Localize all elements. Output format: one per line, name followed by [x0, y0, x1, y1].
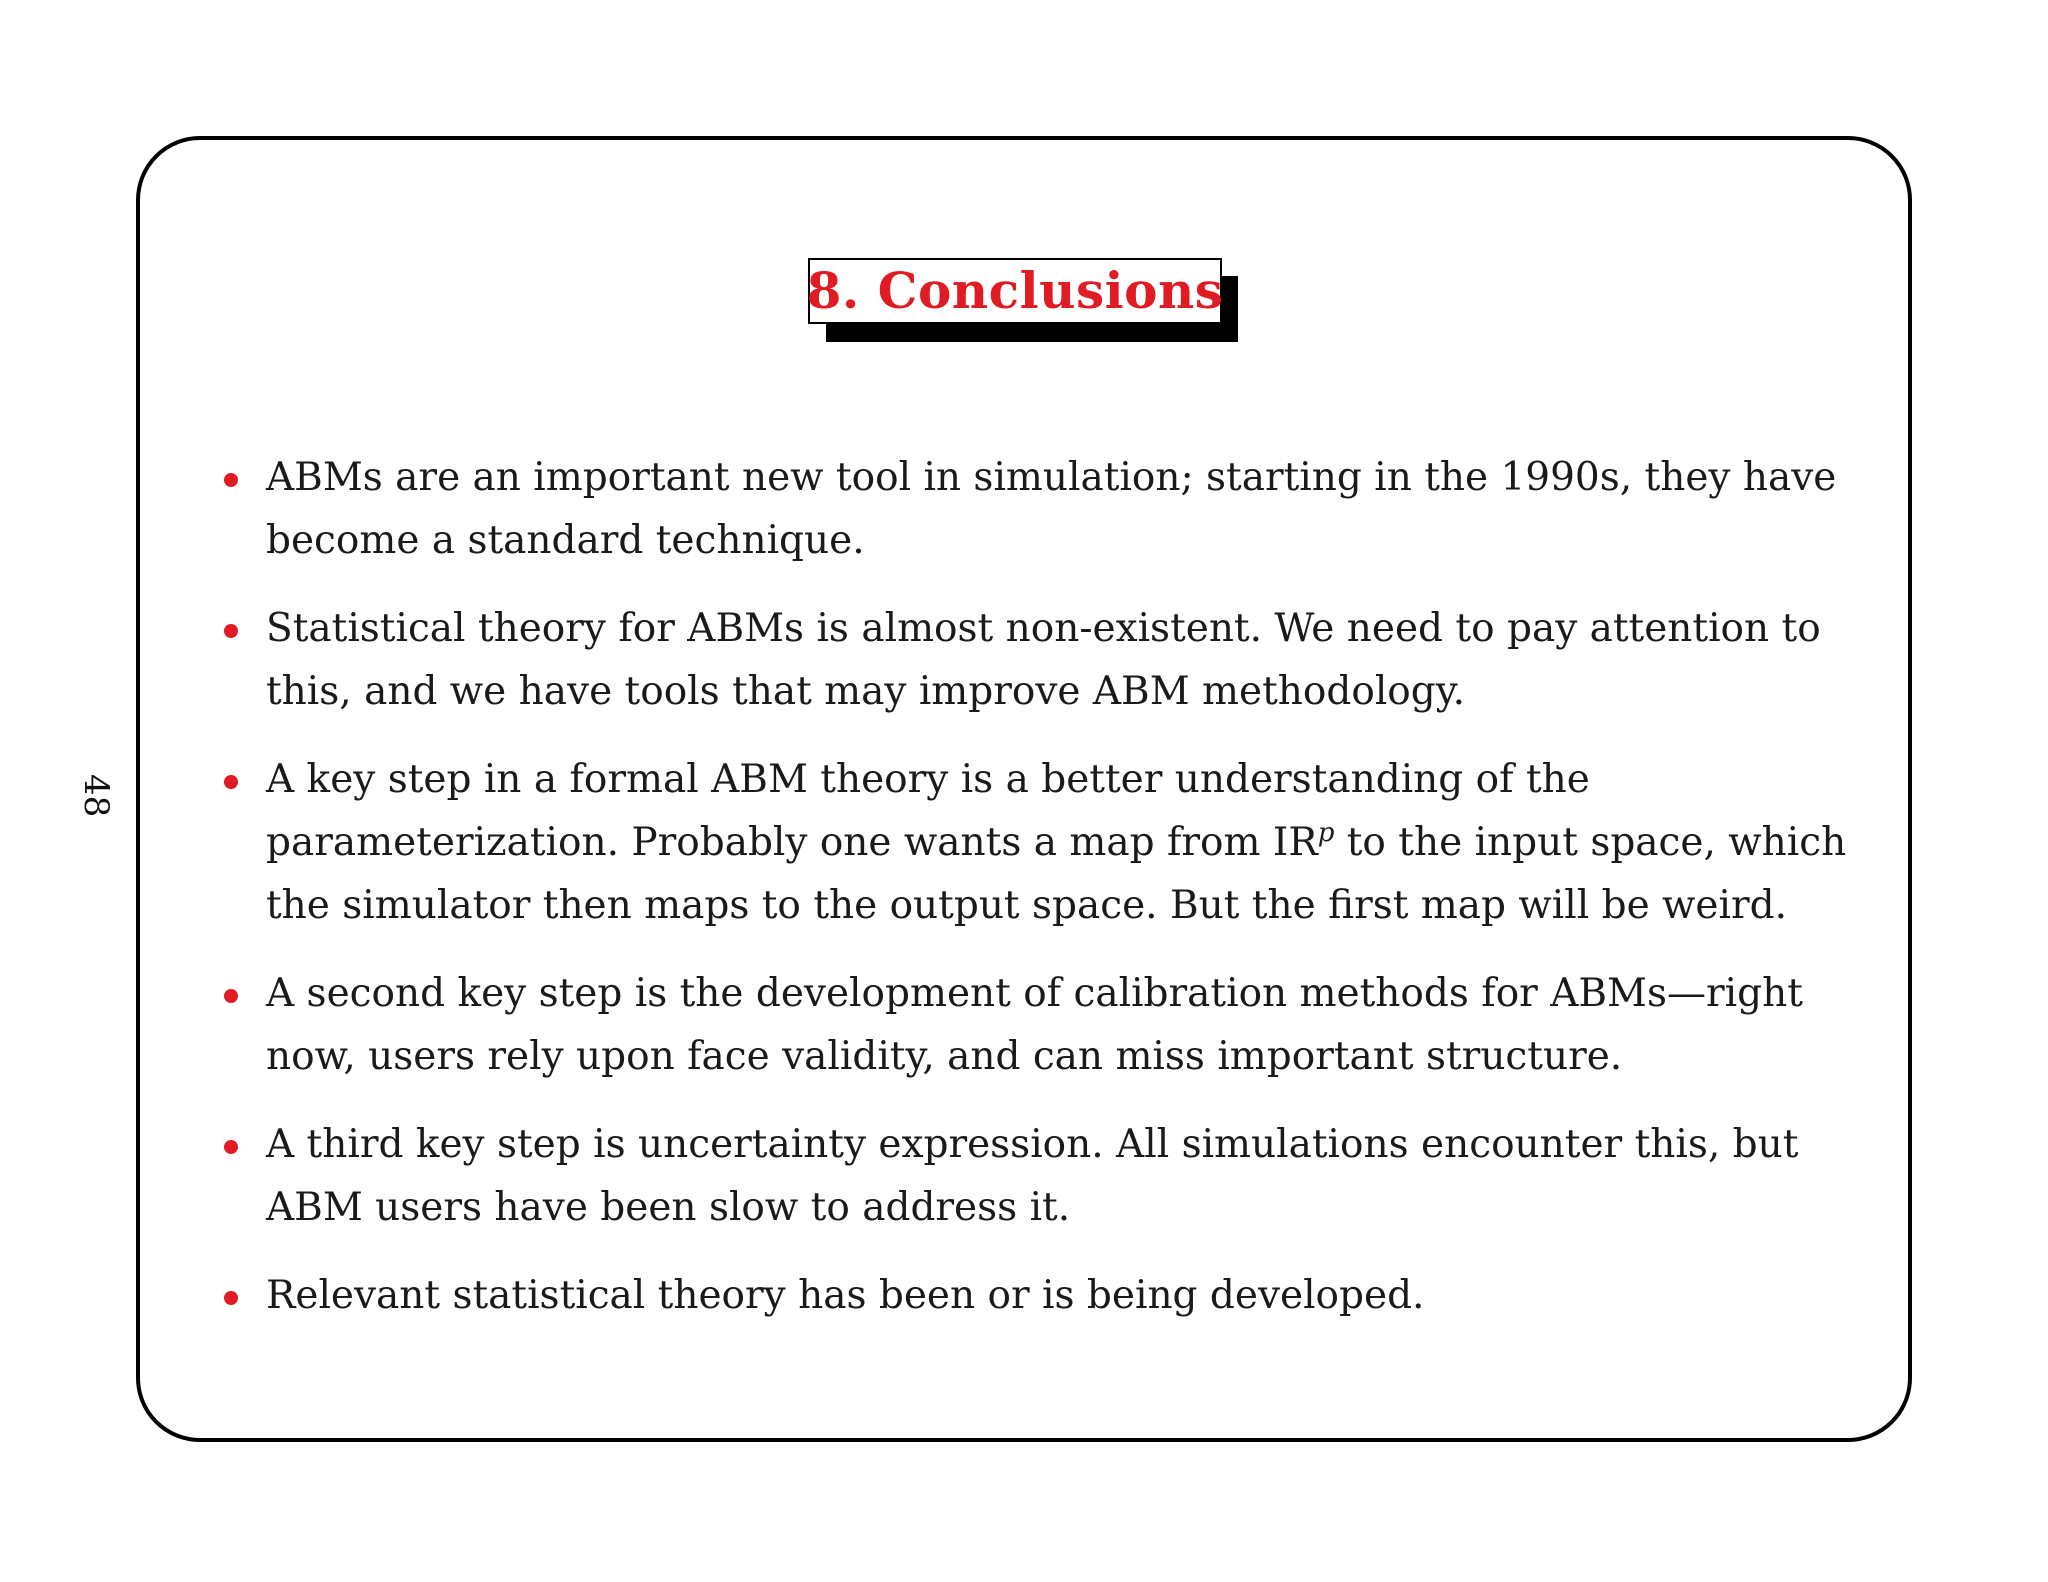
bullet-list [218, 446, 1858, 1327]
bullet-item [218, 1264, 1858, 1327]
bullet-item [218, 1113, 1858, 1239]
bullet-dot-icon [224, 1140, 238, 1154]
bullet-text-part: to the input space, which the simulator then maps to the output space. But the first map will be weird. [266, 820, 1847, 928]
bullet-text: Statistical theory for ABMs is almost non-existent. We need to pay attention to this, and we have tools that may improve ABM methodology. [266, 606, 1821, 714]
bullet-text: Relevant statistical theory has been or is being developed. [266, 1273, 1425, 1318]
bullet-text: A third key step is uncertainty expression. All simulations encounter this, but ABM users have been slow to address it. [266, 1122, 1799, 1230]
bullet-text-part: A key step in a formal ABM theory is a better understanding of the parameterization. Probably one wants a map from [266, 757, 1590, 865]
bullet-item [218, 748, 1858, 937]
bullet-dot-icon [224, 1291, 238, 1305]
slide-title-box [808, 258, 1236, 324]
bullet-text: A second key step is the development of calibration methods for ABMs—right now, users rely upon face validity, and can miss important structure. [266, 971, 1803, 1079]
bullet-dot-icon [224, 624, 238, 638]
bullet-dot-icon [224, 989, 238, 1003]
page-number: 48 [76, 774, 116, 818]
real-space-symbol [1273, 820, 1334, 865]
bullet-item [218, 446, 1858, 572]
bullet-dot-icon [224, 775, 238, 789]
math-superscript: p [1317, 818, 1335, 848]
title-box [808, 258, 1222, 324]
bullet-item [218, 962, 1858, 1088]
bullet-dot-icon [224, 473, 238, 487]
bullet-text [266, 748, 1858, 937]
bullet-item [218, 597, 1858, 723]
math-base: IR [1272, 820, 1318, 865]
bullet-text: ABMs are an important new tool in simulation; starting in the 1990s, they have become a standard technique. [266, 455, 1837, 563]
slide-title: 8. Conclusions [806, 261, 1224, 320]
